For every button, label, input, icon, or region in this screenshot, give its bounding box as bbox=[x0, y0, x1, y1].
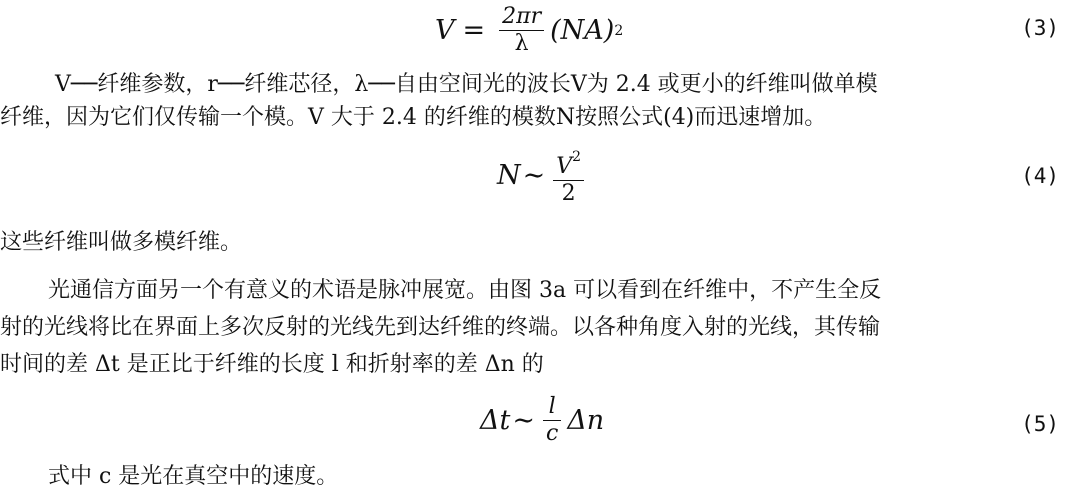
eq4-numerator-var: V bbox=[556, 154, 573, 179]
eq4-fraction bbox=[553, 144, 584, 207]
eq4-denominator: 2 bbox=[561, 181, 576, 206]
eq4-number: (4) bbox=[1021, 164, 1059, 188]
paragraph-line-7: 式中 c 是光在真空中的速度。 bbox=[48, 464, 339, 489]
paragraph-line-4: 光通信方面另一个有意义的术语是脉冲展宽。由图 3a 可以看到在纤维中，不产生全反 bbox=[48, 278, 882, 303]
eq3-numerator: 2πr bbox=[502, 4, 542, 29]
equation-3 bbox=[0, 2, 1071, 58]
paragraph-line-5: 射的光线将比在界面上多次反射的光线先到达纤维的终端。以各种角度入射的光线，其传输 bbox=[0, 315, 881, 340]
eq4-numerator-exponent: 2 bbox=[572, 149, 582, 165]
eq5-number: (5) bbox=[1021, 412, 1059, 436]
equation-3-body bbox=[435, 4, 623, 57]
eq3-denominator: λ bbox=[514, 31, 529, 56]
equation-4 bbox=[0, 144, 1071, 206]
equation-5 bbox=[0, 394, 1071, 456]
eq3-exponent: 2 bbox=[614, 22, 624, 39]
equation-4-body bbox=[497, 144, 590, 207]
eq3-rhs: (NA) bbox=[550, 15, 615, 46]
eq4-numerator bbox=[553, 144, 584, 180]
paragraph-line-1: V──纤维参数，r──纤维芯径，λ──自由空间光的波长V为 2.4 或更小的纤维叫做单模 bbox=[55, 72, 878, 97]
paragraph-line-3: 这些纤维叫做多模纤维。 bbox=[0, 230, 243, 255]
eq3-equals: = bbox=[462, 15, 486, 46]
eq4-operator: ∼ bbox=[522, 160, 546, 191]
eq5-operator: ∼ bbox=[512, 405, 535, 436]
eq4-lhs: N bbox=[497, 160, 521, 191]
eq5-rhs: Δn bbox=[567, 405, 605, 436]
eq5-lhs: Δt bbox=[480, 405, 511, 436]
eq3-number: (3) bbox=[1021, 16, 1059, 40]
eq5-denominator: c bbox=[545, 421, 559, 446]
eq3-lhs: V bbox=[435, 15, 455, 46]
eq5-numerator: l bbox=[548, 394, 556, 419]
eq3-fraction bbox=[499, 4, 544, 57]
eq5-fraction bbox=[543, 394, 561, 447]
paragraph-line-2: 纤维，因为它们仅传输一个模。V 大于 2.4 的纤维的模数N按照公式(4)而迅速增加。 bbox=[0, 105, 827, 130]
paragraph-line-6: 时间的差 Δt 是正比于纤维的长度 l 和折射率的差 Δn 的 bbox=[0, 352, 544, 377]
equation-5-body bbox=[480, 394, 604, 447]
